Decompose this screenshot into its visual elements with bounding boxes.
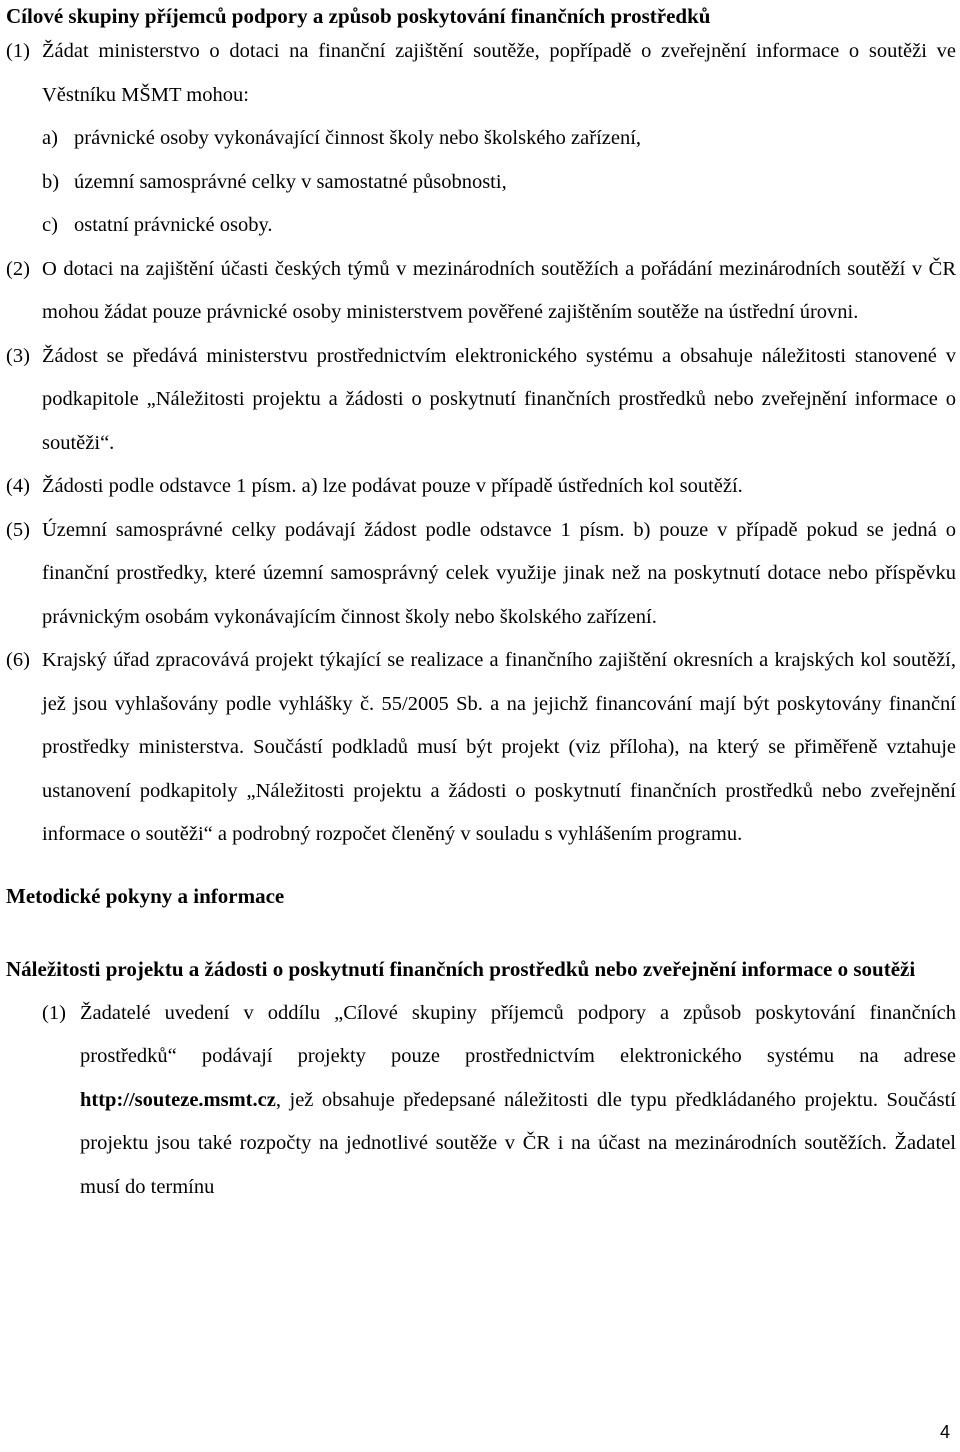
paragraph-6 <box>6 639 956 857</box>
subsection-heading: Náležitosti projektu a žádosti o poskytnutí finančních prostředků nebo zveřejnění informace o soutěži <box>6 956 916 981</box>
section-title: Cílové skupiny příjemců podpory a způsob poskytování finančních prostředků <box>6 4 711 28</box>
paragraph-5 <box>6 509 956 640</box>
paragraph-4 <box>6 465 956 509</box>
paragraph-2 <box>6 248 956 335</box>
paragraph-number: (1) <box>42 1001 66 1024</box>
list-text: ostatní právnické osoby. <box>74 214 273 236</box>
paragraph-1 <box>6 30 956 117</box>
paragraph-3 <box>6 335 956 466</box>
paragraph-text: O dotaci na zajištění účasti českých týmů v mezinárodních soutěžích a pořádání mezinárodních soutěží v ČR mohou žádat pouze právnické osoby ministerstvem pověřené zajištěním soutěže na ústřední úrovni. <box>42 257 956 323</box>
page-number: 4 <box>939 1422 950 1442</box>
text-before-url: Žadatelé uvedení v oddílu „Cílové skupiny příjemců podpory a způsob poskytování finančních prostředků“ podávají projekty pouze prostřednictvím elektronického systému na adrese <box>80 1001 956 1067</box>
text-after-url: , jež obsahuje předepsané náležitosti dle typu předkládaného projektu. Součástí projektu jsou také rozpočty na jednotlivé soutěže v ČR i na účast na mezinárodních soutěžích. Žadatel musí do termínu <box>80 1088 956 1198</box>
list-item <box>6 204 956 248</box>
list-item <box>6 161 956 205</box>
paragraph-number: (3) <box>6 344 30 367</box>
paragraph-text: Žádosti podle odstavce 1 písm. a) lze podávat pouze v případě ústředních kol soutěží. <box>42 475 743 497</box>
list-marker: c) <box>42 214 58 236</box>
list-text: územní samosprávné celky v samostatné působnosti, <box>74 170 507 193</box>
paragraph-number: (1) <box>6 40 30 62</box>
list-item <box>6 117 956 161</box>
list-marker: b) <box>42 170 60 193</box>
paragraph-text: Územní samosprávné celky podávají žádost podle odstavce 1 písm. b) pouze v případě pokud se jedná o finanční prostředky, které územní samosprávný celek využije jinak než na poskytnutí dotace nebo příspěvku právnickým osobám vykonávajícím činnost školy nebo školského zařízení. <box>42 518 956 628</box>
paragraph-number: (5) <box>6 518 30 541</box>
paragraph-number: (6) <box>6 649 30 671</box>
paragraph-text: Krajský úřad zpracovává projekt týkající se realizace a finančního zajištění okresních a krajských kol soutěží, jež jsou vyhlašovány podle vyhlášky č. 55/2005 Sb. a na jejichž financování mají být poskytovány finanční prostředky ministerstva. Součástí podkladů musí být projekt (viz příloha), na který se přiměřeně vztahuje ustanovení podkapitoly „Náležitosti projektu a žádosti o poskytnutí finančních prostředků nebo zveřejnění informace o soutěži“ a podrobný rozpočet členěný v souladu s vyhlášením programu. <box>42 649 956 845</box>
paragraph-text: Žádat ministerstvo o dotaci na finanční zajištění soutěže, popřípadě o zveřejnění informace o soutěži ve Věstníku MŠMT mohou: <box>42 40 956 106</box>
list-marker: a) <box>42 127 58 149</box>
list-text: právnické osoby vykonávající činnost školy nebo školského zařízení, <box>74 127 642 149</box>
document-page <box>6 0 956 1209</box>
website-link[interactable]: http://souteze.msmt.cz <box>80 1088 276 1111</box>
paragraph-text: Žádost se předává ministerstvu prostřednictvím elektronického systému a obsahuje náležitosti stanovené v podkapitole „Náležitosti projektu a žádosti o poskytnutí finančních prostředků nebo zveřejnění informace o soutěži“. <box>42 344 956 454</box>
paragraph-number: (2) <box>6 257 30 280</box>
paragraph-number: (4) <box>6 475 30 497</box>
paragraph-text <box>80 992 956 1210</box>
section-heading: Metodické pokyny a informace <box>6 883 285 908</box>
paragraph-requirements-1 <box>6 992 956 1210</box>
